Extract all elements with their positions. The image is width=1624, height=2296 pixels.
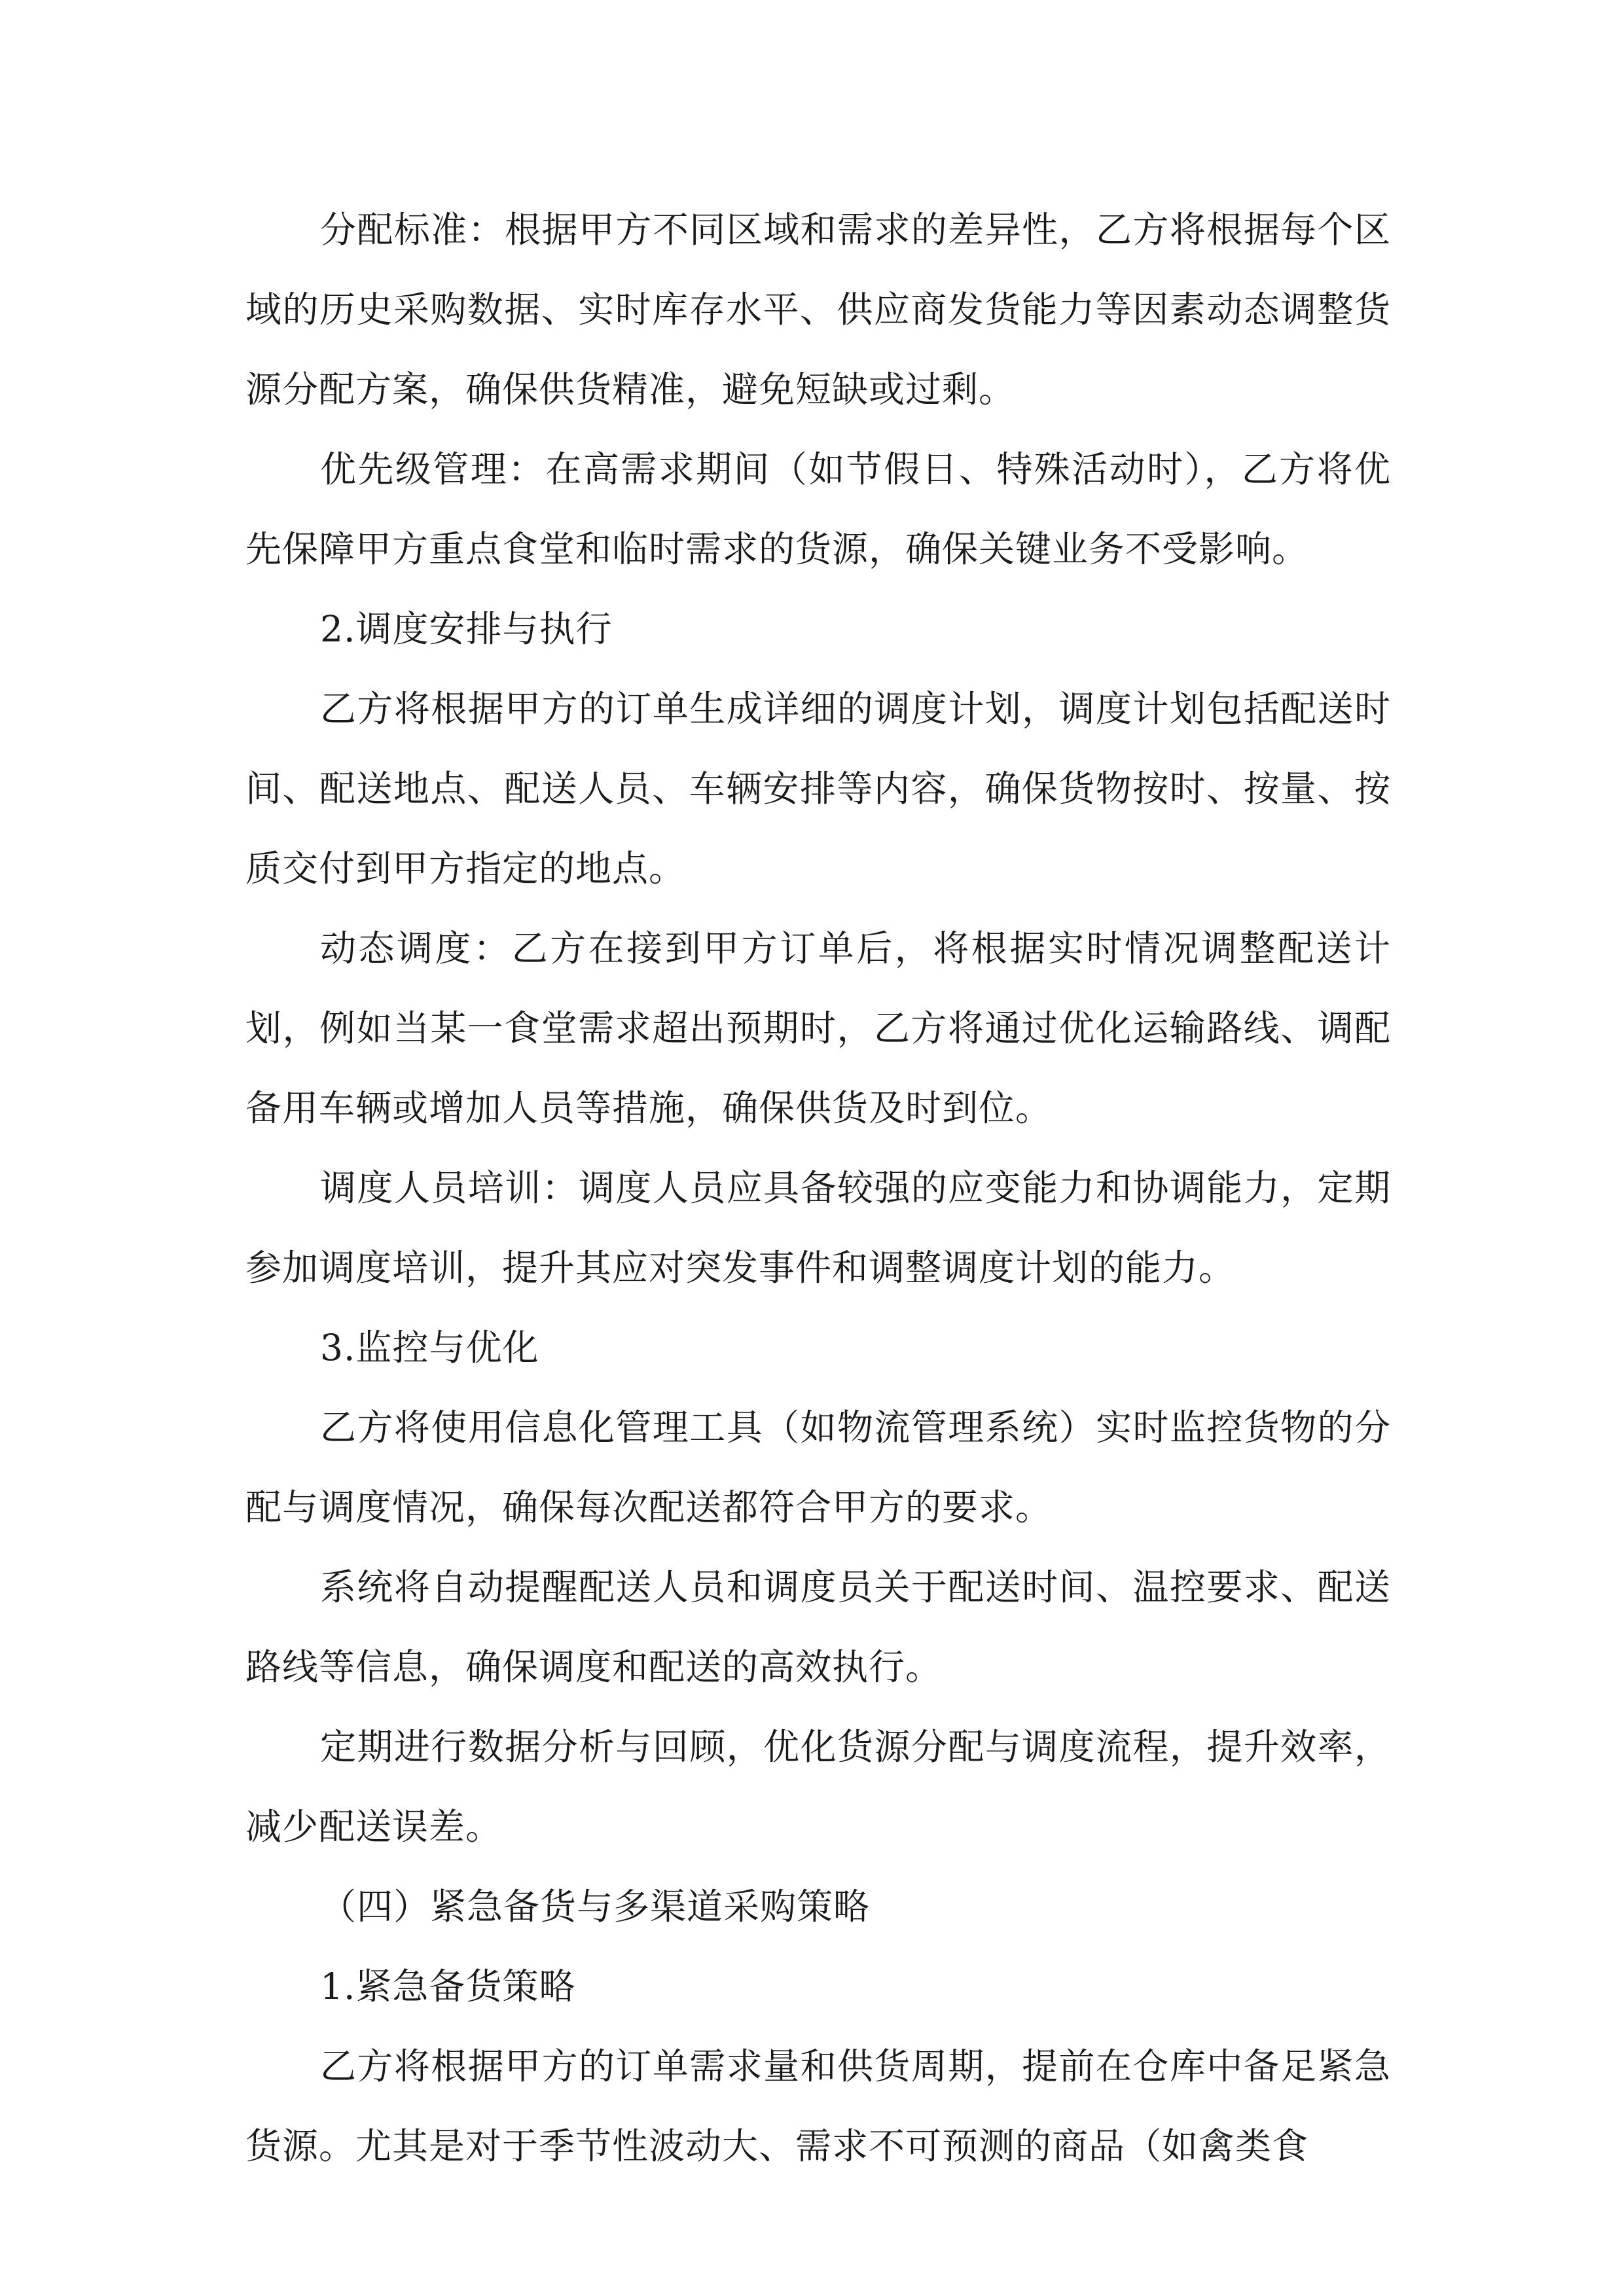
paragraph-system-reminders: 系统将自动提醒配送人员和调度员关于配送时间、温控要求、配送路线等信息，确保调度和配送的高效执行。 — [245, 1566, 1391, 1688]
paragraph-allocation-standard: 分配标准：根据甲方不同区域和需求的差异性，乙方将根据每个区域的历史采购数据、实时库存水平、供应商发货能力等因素动态调整货源分配方案，确保供货精准，避免短缺或过剩。 — [245, 209, 1391, 410]
document-body — [245, 190, 1391, 2186]
paragraph-dispatch-plan: 乙方将根据甲方的订单生成详细的调度计划，调度计划包括配送时间、配送地点、配送人员、车辆安排等内容，确保货物按时、按量、按质交付到甲方指定的地点。 — [245, 688, 1391, 889]
chapter-heading-emergency-stock: （四）紧急备货与多渠道采购策略 — [320, 1886, 871, 1928]
paragraph-data-analysis: 定期进行数据分析与回顾，优化货源分配与调度流程，提升效率，减少配送误差。 — [245, 1726, 1391, 1848]
paragraph-it-tools: 乙方将使用信息化管理工具（如物流管理系统）实时监控货物的分配与调度情况，确保每次配送都符合甲方的要求。 — [245, 1407, 1391, 1528]
section-heading-dispatch: 2.调度安排与执行 — [320, 608, 613, 650]
paragraph-emergency-stock: 乙方将根据甲方的订单需求量和供货周期，提前在仓库中备足紧急货源。尤其是对于季节性波动大、需求不可预测的商品（如禽类食 — [245, 2045, 1391, 2167]
section-heading-emergency-strategy: 1.紧急备货策略 — [320, 1965, 576, 2007]
paragraph-dispatcher-training: 调度人员培训：调度人员应具备较强的应变能力和协调能力，定期参加调度培训，提升其应对突发事件和调整调度计划的能力。 — [245, 1167, 1391, 1289]
section-heading-monitoring: 3.监控与优化 — [320, 1327, 539, 1369]
paragraph-dynamic-dispatch: 动态调度：乙方在接到甲方订单后，将根据实时情况调整配送计划，例如当某一食堂需求超出预期时，乙方将通过优化运输路线、调配备用车辆或增加人员等措施，确保供货及时到位。 — [245, 927, 1391, 1129]
paragraph-priority-management: 优先级管理：在高需求期间（如节假日、特殊活动时），乙方将优先保障甲方重点食堂和临时需求的货源，确保关键业务不受影响。 — [245, 448, 1391, 570]
